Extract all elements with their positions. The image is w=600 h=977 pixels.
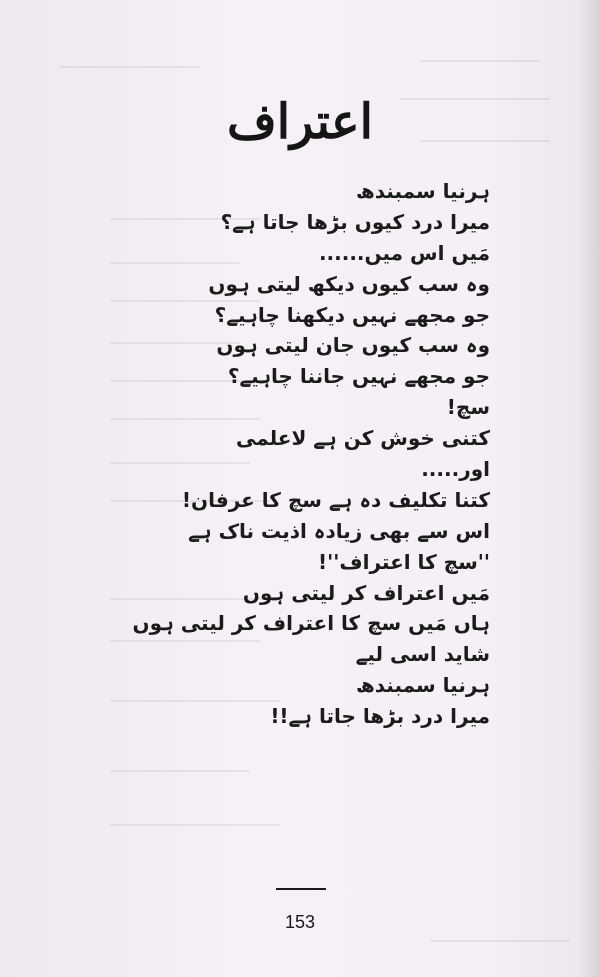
poem-line: اس سے بھی زیادہ اذیت ناک ہے	[188, 518, 490, 543]
poem-title: اعتراف	[226, 94, 374, 150]
footer-rule	[276, 888, 326, 890]
poem-line: کتنی خوش کن ہے لاعلمی	[235, 426, 490, 451]
poem-line: ہاں مَیں سچ کا اعتراف کر لیتی ہوں	[132, 611, 490, 636]
poem-line: ہرنیا سمبندھ	[355, 673, 490, 698]
poem-line: وہ سب کیوں جان لیتی ہوں	[216, 333, 490, 358]
poem-line: میرا درد کیوں بڑھا جاتا ہے؟	[220, 209, 490, 234]
poem-line: کتنا تکلیف دہ ہے سچ کا عرفان!	[181, 487, 490, 512]
poem-line: جو مجھے نہیں جاننا چاہیے؟	[227, 364, 490, 389]
poem-line: میرا درد بڑھا جاتا ہے!!	[270, 704, 490, 729]
poem-line: مَیں اعتراف کر لیتی ہوں	[242, 580, 490, 605]
poem-line: اور.....	[421, 457, 490, 482]
poem-line: ہرنیا سمبندھ	[355, 179, 490, 203]
poem-line: جو مجھے نہیں دیکھنا چاہیے؟	[214, 302, 490, 327]
poem-body	[90, 176, 490, 732]
poem-line: وہ سب کیوں دیکھ لیتی ہوں	[208, 271, 490, 296]
page-number: 153	[284, 912, 316, 932]
poem-line: سچ!	[446, 395, 490, 420]
poem-line: شاید اسی لیے	[355, 642, 490, 667]
poem-line: ''سچ کا اعتراف''!	[318, 549, 490, 574]
poem-line: مَیں اس میں......	[318, 240, 490, 265]
